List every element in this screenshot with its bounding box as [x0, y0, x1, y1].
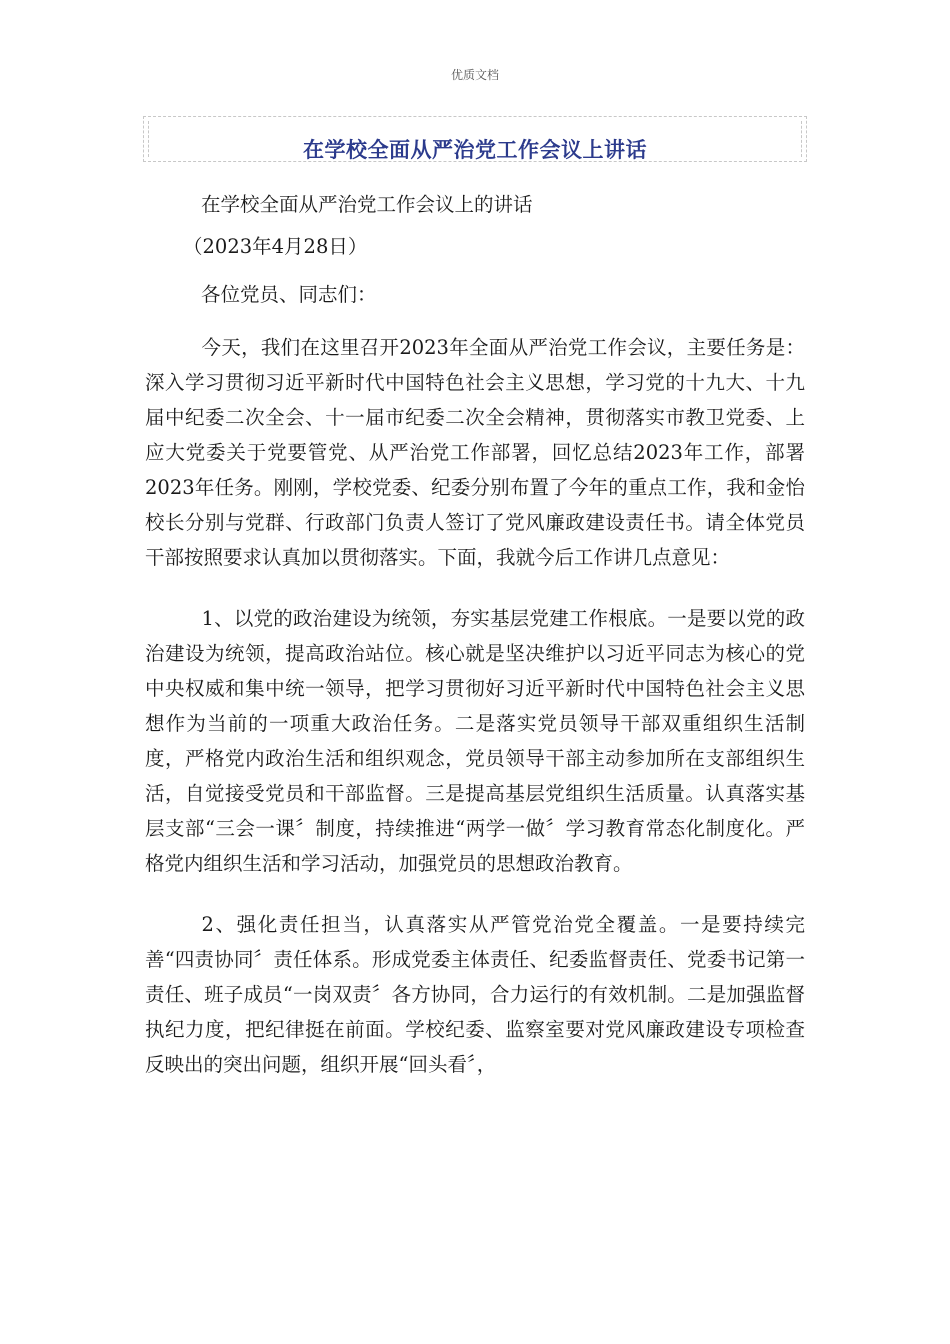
document-subtitle: 在学校全面从严治党工作会议上的讲话 [201, 193, 533, 216]
document-body [145, 190, 805, 1082]
paragraph-section-1: 1、以党的政治建设为统领，夯实基层党建工作根底。一是要以党的政治建设为统领，提高政治站位。核心就是坚决维护以习近平同志为核心的党中央权威和集中统一领导，把学习贯彻好习近平新时代中国特色社会主义思想作为当前的一项重大政治任务。二是落实党员领导干部双重组织生活制度，严格党内政治生活和组织观念，党员领导干部主动参加所在支部组织生活，自觉接受党员和干部监督。三是提高基层党组织生活质量。认真落实基层支部“三会一课〞制度，持续推进“两学一做〞学习教育常态化制度化。严格党内组织生活和学习活动，加强党员的思想政治教育。 [145, 607, 805, 875]
document-title: 在学校全面从严治党工作会议上讲话 [303, 138, 647, 162]
document-date: （2023年4月28日） [183, 235, 368, 258]
header-mark: 优质文档 [450, 68, 499, 82]
paragraph-section-2: 2、强化责任担当，认真落实从严管党治党全覆盖。一是要持续完善“四责协同〞责任体系。形成党委主体责任、纪委监督责任、党委书记第一责任、班子成员“一岗双责〞各方协同，合力运行的有效机制。二是加强监督执纪力度，把纪律挺在前面。学校纪委、监察室要对党风廉政建设专项检查反映出的突出问题，组织开展“回头看〞， [145, 913, 805, 1076]
paragraph-intro: 今天，我们在这里召开2023年全面从严治党工作会议，主要任务是：深入学习贯彻习近平新时代中国特色社会主义思想，学习党的十九大、十九届中纪委二次全会、十一届市纪委二次全会精神，贯彻落实市教卫党委、上应大党委关于党要管党、从严治党工作部署，回忆总结2023年工作，部署2023年任务。刚刚，学校党委、纪委分别布置了今年的重点工作，我和金怡校长分别与党群、行政部门负责人签订了党风廉政建设责任书。请全体党员干部按照要求认真加以贯彻落实。下面，我就今后工作讲几点意见： [145, 336, 805, 569]
greeting: 各位党员、同志们： [201, 283, 377, 306]
